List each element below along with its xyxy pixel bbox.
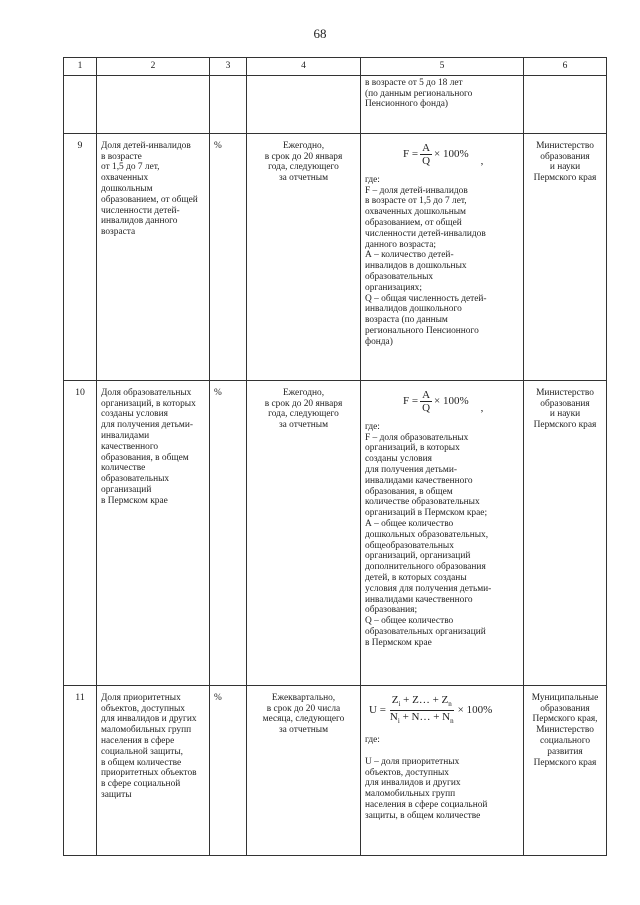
row-number: 10 [64,380,97,685]
header-cell: 1 [64,58,97,76]
table-row [64,133,607,380]
unit: % [210,133,247,380]
table-row [64,380,607,685]
table-row [64,685,607,855]
header-cell: 6 [524,58,607,76]
period: Ежеквартально, в срок до 20 числа месяца, следующего за отчетным [247,685,361,855]
method-description: F = $\frac{A}{Q}$ × 100% , где: F – доля образовательных организаций, в которых созданы условия для получения детьми- инвалидами качественного образования, в общем количестве образовательных организаций в Пермском крае; А – общее количество дошкольных образовательных, общеобразовательных организаций, организаций дополнительного образования детей, в которых созданы условия для получения детьми- инвалидами качественного образования; Q – общее количество образовательных организаций в Пермском крае [361,380,524,685]
header-cell: 4 [247,58,361,76]
page-number: 68 [313,26,327,41]
continuation-row [64,75,607,133]
period: Ежегодно, в срок до 20 января года, следующего за отчетным [247,133,361,380]
period: Ежегодно, в срок до 20 января года, следующего за отчетным [247,380,361,685]
row-number: 11 [64,685,97,855]
responsible: Министерство образования и науки Пермского края [524,380,607,685]
unit: % [210,685,247,855]
formula: F = $\frac{A}{Q}$ × 100% , [403,141,484,167]
unit: % [210,380,247,685]
method-description: U = $\frac{Z_i + Z\dots + Z_n}{N_i + N\dots + N_n}$ × 100% где: U – доля приоритетных объектов, доступных для инвалидов и других маломобильных групп населения в сфере социальной защиты, в общем количестве [361,685,524,855]
header-row [64,58,607,76]
header-cell: 3 [210,58,247,76]
responsible: Министерство образования и науки Пермского края [524,133,607,380]
row-number: 9 [64,133,97,380]
continuation-cell [361,75,524,133]
text-line: Пенсионного фонда) [365,99,449,110]
header-cell: 5 [361,58,524,76]
text-line: в возрасте от 5 до 18 лет [365,77,463,88]
indicator-name: Доля детей-инвалидов в возрасте от 1,5 до 7 лет, охваченных дошкольным образованием, от общей численности детей- инвалидов данного возраста [97,133,210,380]
formula: U = $\frac{Z_i + Z\dots + Z_n}{N_i + N\dots + N_n}$ × 100% [369,693,493,726]
indicator-name: Доля образовательных организаций, в которых созданы условия для получения детьми- инвалидами качественного образования, в общем количестве образовательных организаций в Пермском крае [97,380,210,685]
indicator-name: Доля приоритетных объектов, доступных для инвалидов и других маломобильных групп населения в сфере социальной защиты, в общем количестве приоритетных объектов в сфере социальной защиты [97,685,210,855]
method-description: F = $\frac{A}{Q}$ × 100% , где: F – доля детей-инвалидов в возрасте от 1,5 до 7 лет, охваченных дошкольным образованием, от общей численности детей-инвалидов данного возраста; А – количество детей- инвалидов в дошкольных образовательных организациях; Q – общая численность детей- инвалидов дошкольного возраста (по данным регионального Пенсионного фонда) [361,133,524,380]
formula: F = $\frac{A}{Q}$ × 100% , [403,388,484,414]
indicators-table [63,57,607,856]
responsible: Муниципальные образования Пермского края, Министерство социального развития Пермского края [524,685,607,855]
text-line: (по данным регионального [365,88,473,99]
header-cell: 2 [97,58,210,76]
